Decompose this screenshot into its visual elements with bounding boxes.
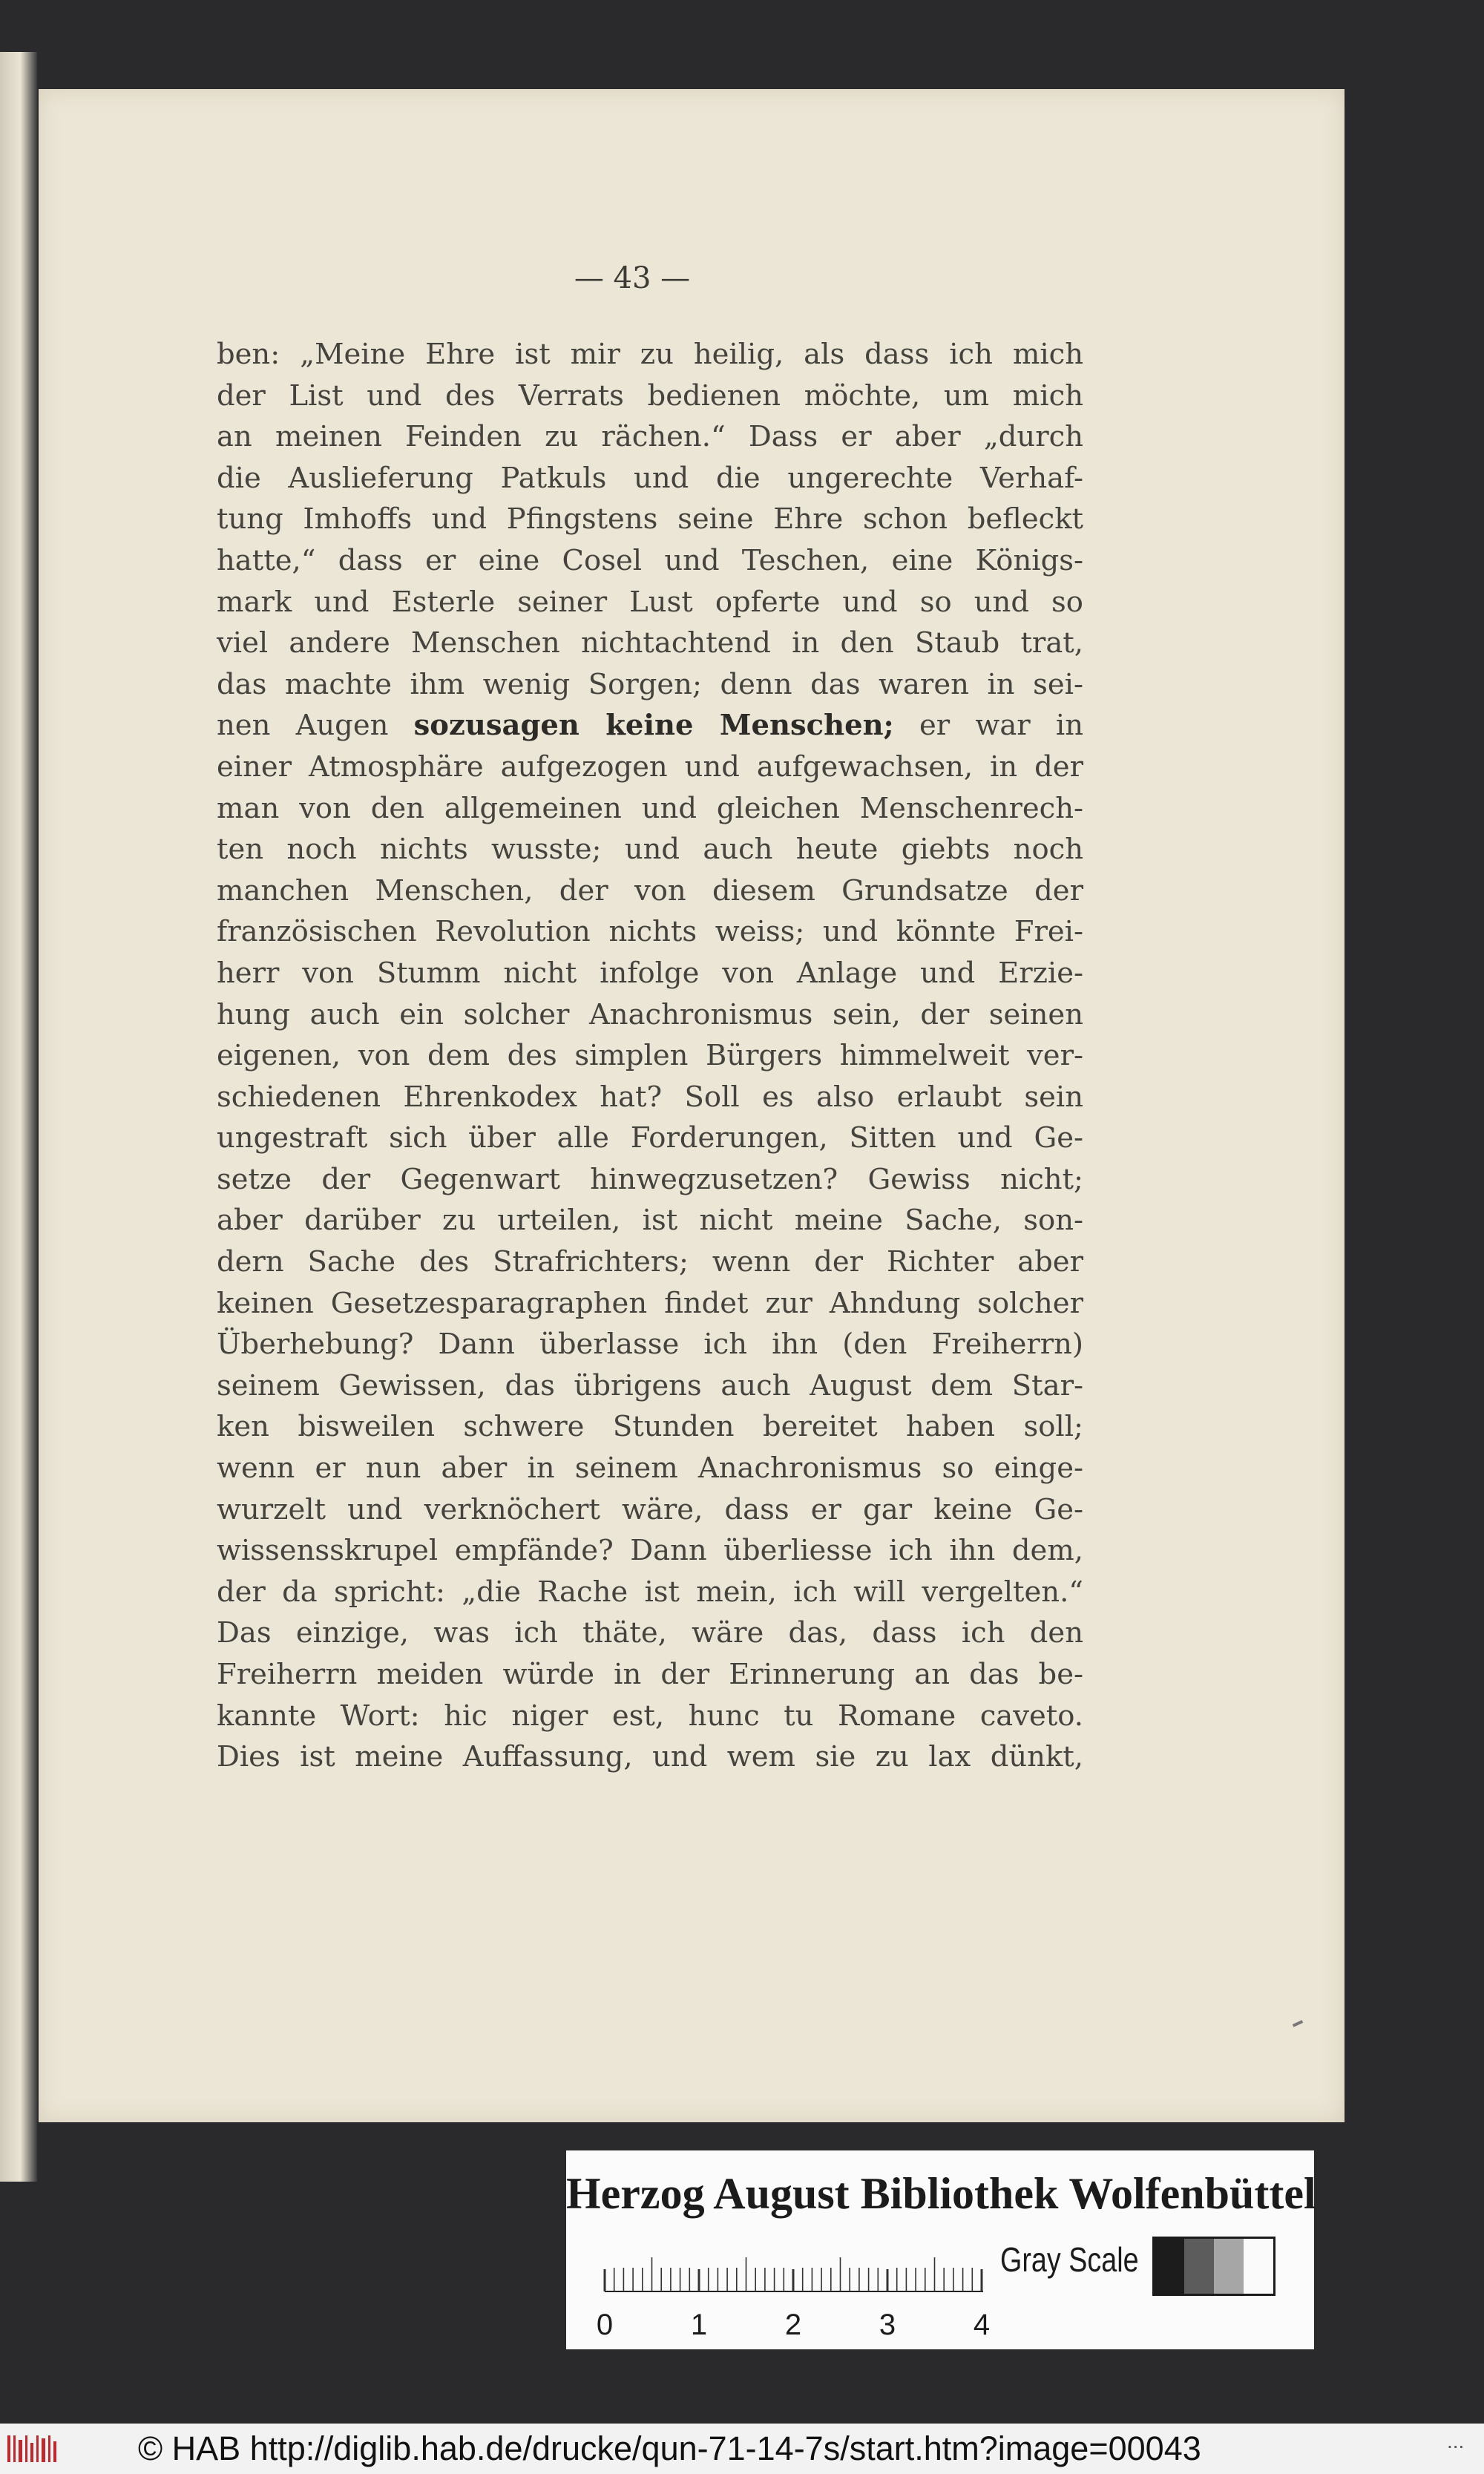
text-line: die Auslieferung Patkuls und die ungerechte Verhaf- xyxy=(217,461,1083,495)
text-line: französischen Revolution nichts weiss; und könnte Frei- xyxy=(217,915,1083,949)
text-line: hatte,“ dass er eine Cosel und Teschen, eine Königs- xyxy=(217,543,1083,577)
text-fragment: nen Augen xyxy=(217,709,414,743)
scale-ruler xyxy=(596,2240,1019,2343)
book-page xyxy=(39,89,1345,2122)
text-line: Freiherrn meiden würde in der Erinnerung an das be- xyxy=(217,1658,1083,1691)
text-line: wissensskrupel empfände? Dann überliesse ich ihn dem, xyxy=(217,1534,1083,1568)
text-line: der List und des Verrats bedienen möchte, um mich xyxy=(217,378,1083,413)
hab-logo-icon xyxy=(6,2432,59,2465)
gray-swatch-black xyxy=(1155,2239,1184,2294)
text-line: ben: „Meine Ehre ist mir zu heilig, als dass ich mich xyxy=(217,338,1083,371)
text-line xyxy=(217,705,1083,747)
gray-swatch-light xyxy=(1214,2239,1244,2294)
image-url-link[interactable]: © HAB http://diglib.hab.de/drucke/qun-71-14-7s/start.htm?image=00043 xyxy=(138,2429,1201,2467)
text-line: hung auch ein solcher Anachronismus sein, der seinen xyxy=(217,997,1083,1031)
card-title: Herzog August Bibliothek Wolfenbüttel xyxy=(566,2169,1316,2218)
text-line: mark und Esterle seiner Lust opferte und so und so xyxy=(217,585,1083,619)
text-line: eigenen, von dem des simplen Bürgers himmelweit ver- xyxy=(217,1039,1083,1073)
gray-swatch-dark xyxy=(1184,2239,1214,2294)
text-line: Das einzige, was ich thäte, wäre das, dass ich den xyxy=(217,1616,1083,1650)
text-line: ten noch nichts wusste; und auch heute giebts noch xyxy=(217,833,1083,867)
text-line: Überhebung? Dann überlasse ich ihn (den Freiherrn) xyxy=(217,1328,1083,1362)
emphasized-text: sozusagen keine Menschen; xyxy=(413,709,894,743)
text-line: wurzelt und verknöchert wäre, dass er gar keine Ge- xyxy=(217,1492,1083,1526)
text-line: das machte ihm wenig Sorgen; denn das waren in sei- xyxy=(217,667,1083,701)
ruler-label: 2 xyxy=(784,2309,802,2341)
gray-swatch-white xyxy=(1244,2239,1273,2294)
text-line: schiedenen Ehrenkodex hat? Soll es also erlaubt sein xyxy=(217,1080,1083,1114)
ruler-label: 3 xyxy=(879,2309,896,2341)
ruler-label: 4 xyxy=(973,2309,991,2341)
gray-scale-label: Gray Scale xyxy=(1000,2240,1139,2279)
text-line: seinem Gewissen, das übrigens auch August dem Star- xyxy=(217,1368,1083,1402)
text-line: man von den allgemeinen und gleichen Menschenrech- xyxy=(217,791,1083,825)
previous-page-edge xyxy=(0,52,37,2182)
body-text xyxy=(217,334,1083,1778)
text-line: an meinen Feinden zu rächen.“ Dass er aber „durch xyxy=(217,420,1083,454)
text-line: setze der Gegenwart hinwegzusetzen? Gewiss nicht; xyxy=(217,1162,1083,1196)
text-line: wenn er nun aber in seinem Anachronismus so einge- xyxy=(217,1451,1083,1486)
text-line: viel andere Menschen nichtachtend in den Staub trat, xyxy=(217,626,1083,660)
text-line: ungestraft sich über alle Forderungen, Sitten und Ge- xyxy=(217,1121,1083,1155)
text-line: herr von Stumm nicht infolge von Anlage und Erzie- xyxy=(217,956,1083,990)
text-line: dern Sache des Strafrichters; wenn der Richter aber xyxy=(217,1245,1083,1279)
text-line: der da spricht: „die Rache ist mein, ich will vergelten.“ xyxy=(217,1575,1083,1609)
text-line: ken bisweilen schwere Stunden bereitet haben soll; xyxy=(217,1410,1083,1444)
ruler-label: 0 xyxy=(596,2309,614,2341)
text-line: tung Imhoffs und Pfingstens seine Ehre schon befleckt xyxy=(217,502,1083,537)
text-line: Dies ist meine Auffassung, und wem sie zu lax dünkt, xyxy=(217,1740,1083,1774)
color-reference-card xyxy=(566,2150,1314,2349)
text-line: kannte Wort: hic niger est, hunc tu Romane caveto. xyxy=(217,1699,1083,1733)
gray-scale-swatch xyxy=(1152,2237,1275,2296)
ruler-label: 1 xyxy=(690,2309,708,2341)
page-mark xyxy=(1293,2020,1303,2027)
text-line: aber darüber zu urteilen, ist nicht meine Sache, son- xyxy=(217,1204,1083,1238)
text-line: keinen Gesetzesparagraphen findet zur Ahndung solcher xyxy=(217,1286,1083,1320)
page-number: — 43 — xyxy=(574,261,691,295)
text-line: manchen Menschen, der von diesem Grundsatze der xyxy=(217,873,1083,908)
text-fragment: er war in xyxy=(893,709,1083,743)
text-line: einer Atmosphäre aufgezogen und aufgewachsen, in der xyxy=(217,749,1083,784)
footer-bar xyxy=(0,2424,1484,2474)
more-menu-button[interactable]: ... xyxy=(1447,2429,1465,2452)
